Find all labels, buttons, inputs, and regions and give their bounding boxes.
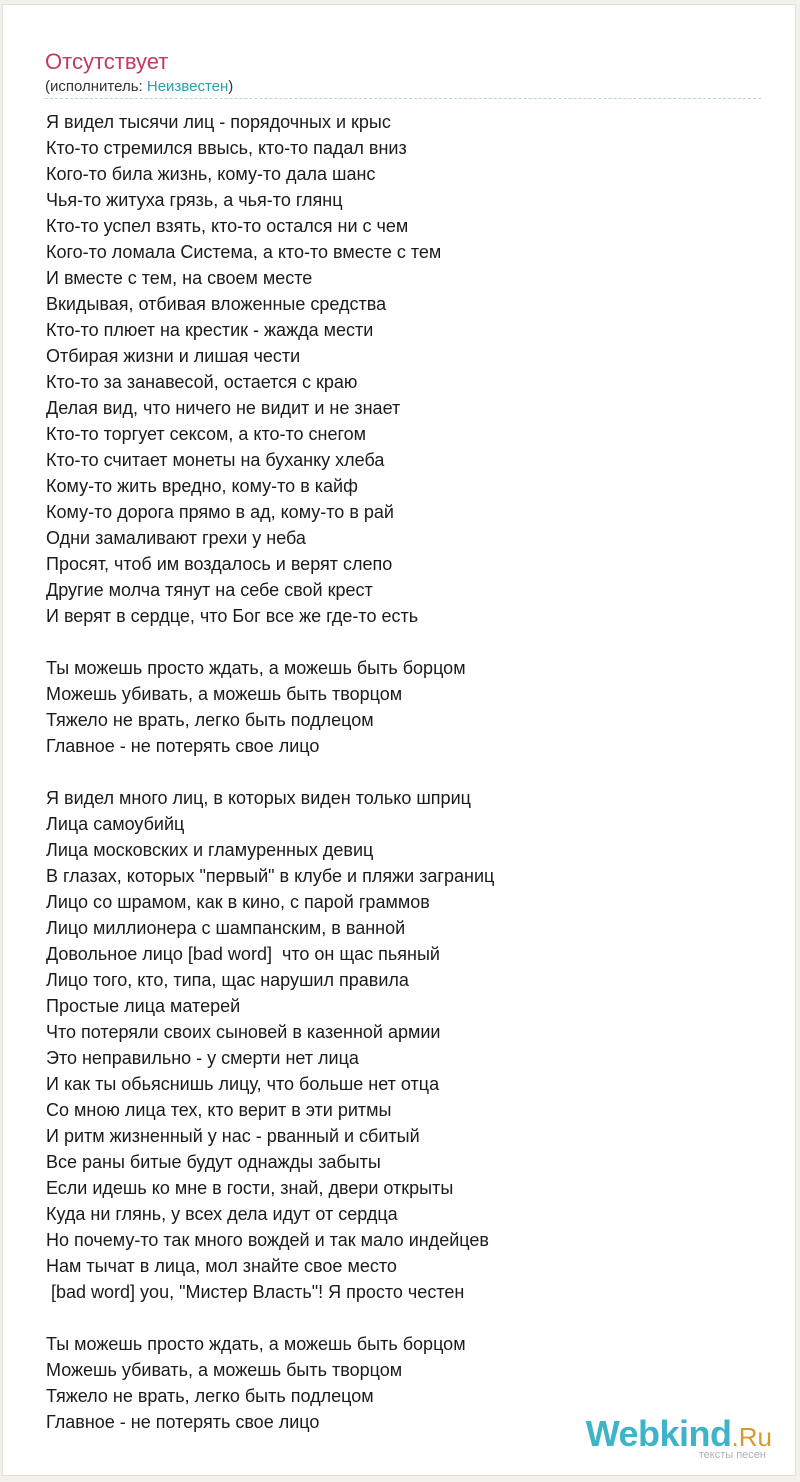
- lyrics-line: Тяжело не врать, легко быть подлецом: [46, 710, 374, 730]
- logo-brand: Webkind: [585, 1413, 732, 1454]
- lyrics-line: Можешь убивать, а можешь быть творцом: [46, 1360, 403, 1380]
- lyrics-line: Куда ни глянь, у всех дела идут от сердца: [46, 1204, 398, 1224]
- lyrics-line: И верят в сердце, что Бог все же где-то есть: [46, 606, 419, 626]
- lyrics-line: И вместе с тем, на своем месте: [46, 268, 313, 288]
- lyrics-line: Кто-то за занавесой, остается с краю: [46, 372, 358, 392]
- lyrics-line: Вкидывая, отбивая вложенные средства: [46, 294, 387, 314]
- lyrics-line: Главное - не потерять свое лицо: [46, 736, 320, 756]
- lyrics-blank-line: [46, 629, 786, 655]
- song-title: Отсутствует: [45, 49, 169, 74]
- lyrics-line: Кто-то плюет на крестик - жажда мести: [46, 320, 374, 340]
- lyrics-line: Кто-то успел взять, кто-то остался ни с чем: [46, 216, 409, 236]
- lyrics-line: Кого-то била жизнь, кому-то дала шанс: [46, 164, 376, 184]
- logo-tld: .Ru: [731, 1422, 772, 1452]
- lyrics-line: [bad word] you, "Мистер Власть"! Я просто честен: [46, 1282, 465, 1302]
- lyrics-line: Все раны битые будут однажды забыты: [46, 1152, 381, 1172]
- lyrics-line: Простые лица матерей: [46, 996, 241, 1016]
- lyrics-line: Что потеряли своих сыновей в казенной армии: [46, 1022, 441, 1042]
- lyrics-line: Главное - не потерять свое лицо: [46, 1412, 320, 1432]
- lyrics-line: Кому-то дорога прямо в ад, кому-то в рай: [46, 502, 394, 522]
- lyrics-line: Нам тычат в лица, мол знайте свое место: [46, 1256, 397, 1276]
- lyrics-blank-line: [46, 759, 786, 785]
- artist-link[interactable]: Неизвестен: [146, 78, 229, 95]
- lyrics-line: Ты можешь просто ждать, а можешь быть борцом: [46, 1334, 466, 1354]
- lyrics-line: Лица самоубийц: [46, 814, 185, 834]
- lyrics-line: Ты можешь просто ждать, а можешь быть борцом: [46, 658, 466, 678]
- lyrics-line: Чья-то житуха грязь, а чья-то глянц: [46, 190, 343, 210]
- artist-suffix: ): [228, 78, 234, 95]
- artist-line: [45, 78, 233, 96]
- lyrics-line: Если идешь ко мне в гости, знай, двери открыты: [46, 1178, 454, 1198]
- lyrics-line: Кто-то стремился ввысь, кто-то падал вниз: [46, 138, 407, 158]
- lyrics-line: Просят, чтоб им воздалось и верят слепо: [46, 554, 393, 574]
- lyrics-card: [2, 4, 796, 1476]
- lyrics-line: Это неправильно - у смерти нет лица: [46, 1048, 359, 1068]
- lyrics-line: Другие молча тянут на себе свой крест: [46, 580, 373, 600]
- lyrics-line: Одни замаливают грехи у неба: [46, 528, 306, 548]
- lyrics-line: Но почему-то так много вождей и так мало индейцев: [46, 1230, 489, 1250]
- lyrics-line: Кого-то ломала Система, а кто-то вместе с тем: [46, 242, 442, 262]
- lyrics-line: Лицо миллионера с шампанским, в ванной: [46, 918, 406, 938]
- lyrics-line: Кто-то торгует сексом, а кто-то снегом: [46, 424, 367, 444]
- lyrics-line: Лицо со шрамом, как в кино, с парой граммов: [46, 892, 430, 912]
- lyrics-blank-line: [46, 1305, 786, 1331]
- lyrics-line: Кто-то считает монеты на буханку хлеба: [46, 450, 385, 470]
- lyrics-line: И как ты обьяснишь лицу, что больше нет отца: [46, 1074, 440, 1094]
- lyrics-line: Кому-то жить вредно, кому-то в кайф: [46, 476, 358, 496]
- lyrics-line: Лицо того, кто, типа, щас нарушил правила: [46, 970, 409, 990]
- lyrics-line: Можешь убивать, а можешь быть творцом: [46, 684, 403, 704]
- lyrics-line: Довольное лицо [bad word] что он щас пьяный: [46, 944, 440, 964]
- header-divider: [45, 98, 761, 99]
- logo-tagline: тексты песен: [698, 1449, 766, 1461]
- site-logo[interactable]: [585, 1413, 772, 1461]
- lyrics-line: Я видел много лиц, в которых виден только шприц: [46, 788, 471, 808]
- lyrics-line: Тяжело не врать, легко быть подлецом: [46, 1386, 374, 1406]
- lyrics-line: Я видел тысячи лиц - порядочных и крыс: [46, 112, 391, 132]
- lyrics-line: Отбирая жизни и лишая чести: [46, 346, 301, 366]
- lyrics-line: И ритм жизненный у нас - рванный и сбитый: [46, 1126, 420, 1146]
- lyrics-line: Лица московских и гламуренных девиц: [46, 840, 374, 860]
- lyrics-line: Со мною лица тех, кто верит в эти ритмы: [46, 1100, 392, 1120]
- artist-prefix: (исполнитель:: [45, 78, 147, 95]
- lyrics-line: В глазах, которых "первый" в клубе и пляжи заграниц: [46, 866, 495, 886]
- lyrics-text: [46, 109, 786, 1435]
- lyrics-line: Делая вид, что ничего не видит и не знает: [46, 398, 401, 418]
